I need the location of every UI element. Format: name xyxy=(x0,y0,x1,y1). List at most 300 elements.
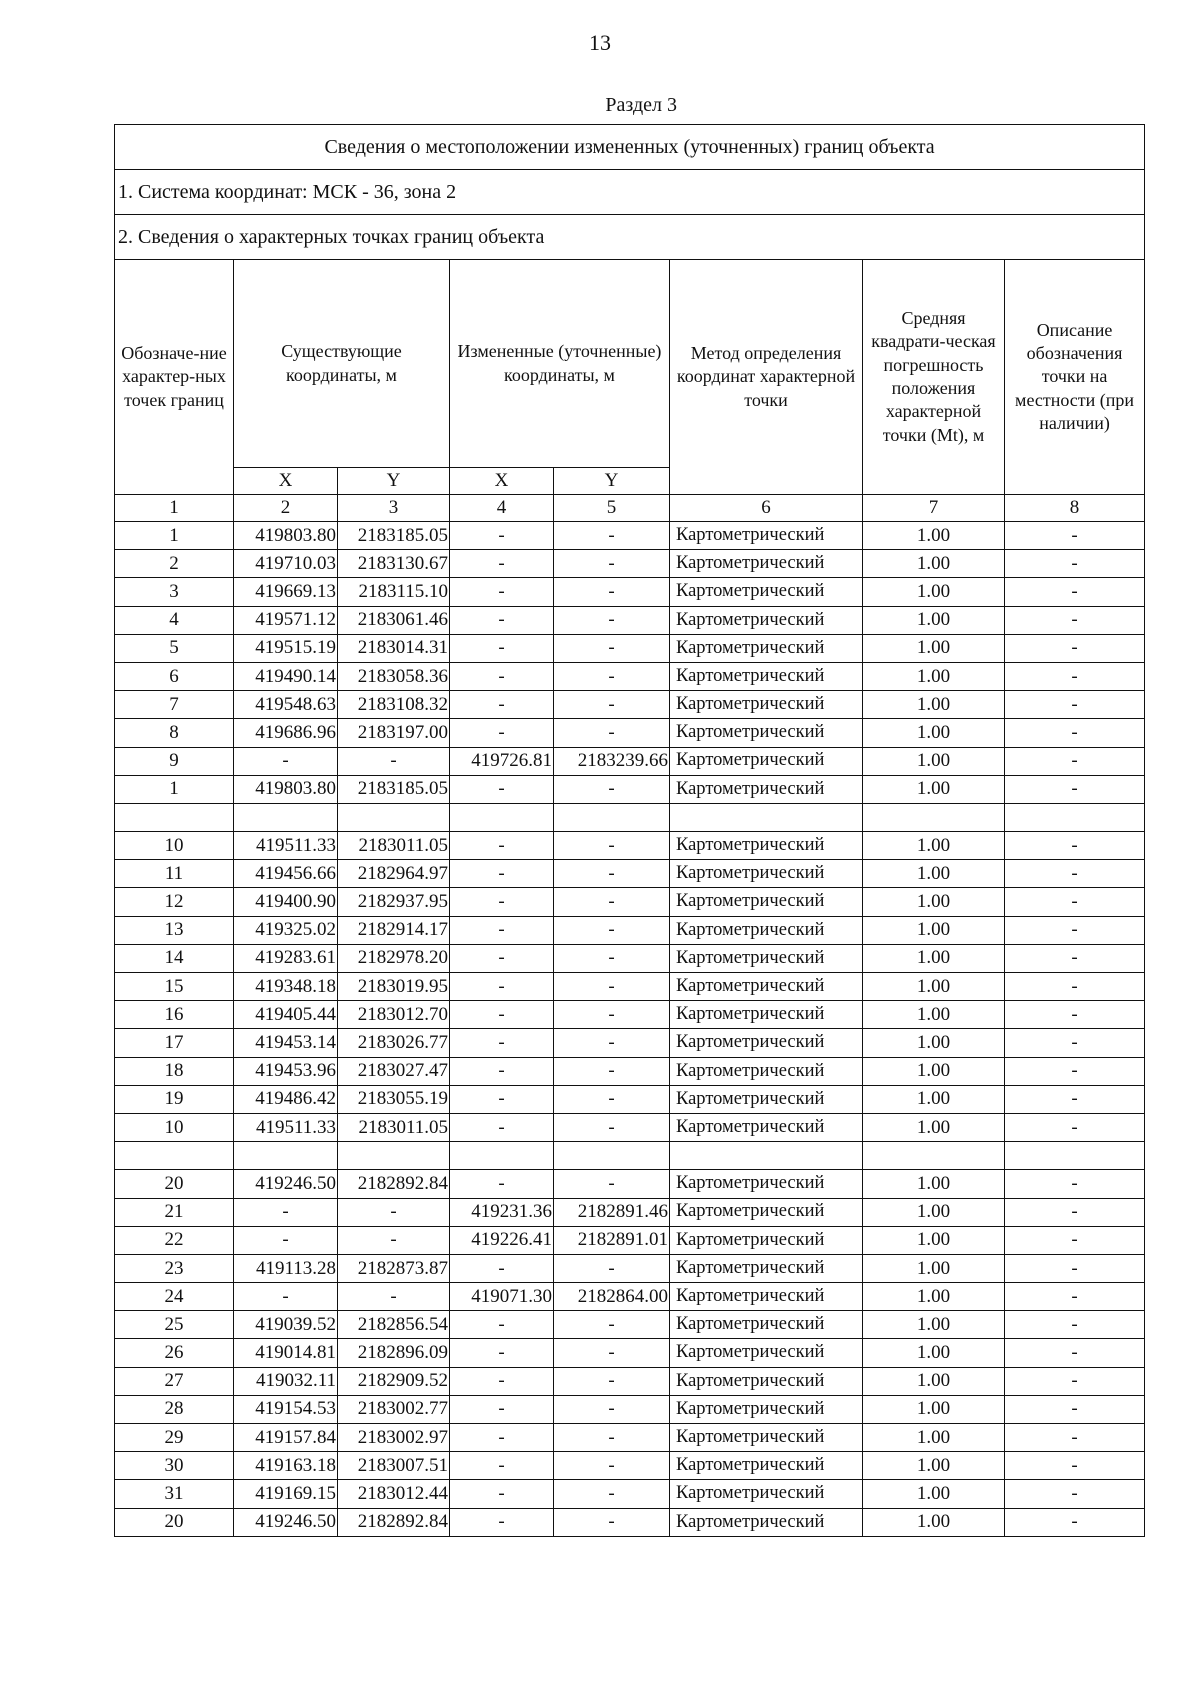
rmse-cell: 1.00 xyxy=(863,634,1005,662)
rmse-cell: 1.00 xyxy=(863,775,1005,803)
method-cell: Картометрический xyxy=(670,1198,863,1226)
point-id-cell: 10 xyxy=(115,1113,234,1141)
description-cell: - xyxy=(1005,1452,1145,1480)
changed-x-cell: - xyxy=(450,634,554,662)
existing-y-cell: 2183026.77 xyxy=(338,1029,450,1057)
changed-y-cell: - xyxy=(554,860,670,888)
point-id-cell: 20 xyxy=(115,1170,234,1198)
point-id-cell: 23 xyxy=(115,1254,234,1282)
changed-y-cell: 2183239.66 xyxy=(554,747,670,775)
method-cell: Картометрический xyxy=(670,747,863,775)
description-cell: - xyxy=(1005,634,1145,662)
description-cell: - xyxy=(1005,1170,1145,1198)
points-heading: 2. Сведения о характерных точках границ объекта xyxy=(115,215,1145,260)
description-cell xyxy=(1005,1142,1145,1170)
changed-y-cell: - xyxy=(554,916,670,944)
changed-x-cell: - xyxy=(450,1254,554,1282)
point-id-cell: 2 xyxy=(115,550,234,578)
table-row xyxy=(115,578,1145,606)
header-designation: Обозначе-ние характер-ных точек границ xyxy=(115,260,234,495)
changed-x-cell: - xyxy=(450,1085,554,1113)
table-row xyxy=(115,606,1145,634)
point-id-cell: 18 xyxy=(115,1057,234,1085)
section-label: Раздел 3 xyxy=(605,94,677,116)
table-row xyxy=(115,1198,1145,1226)
existing-x-cell: 419571.12 xyxy=(234,606,338,634)
existing-x-cell: 419490.14 xyxy=(234,662,338,690)
point-id-cell: 13 xyxy=(115,916,234,944)
changed-x-cell: - xyxy=(450,1395,554,1423)
description-cell: - xyxy=(1005,1424,1145,1452)
existing-x-cell: 419163.18 xyxy=(234,1452,338,1480)
existing-x-cell: 419803.80 xyxy=(234,775,338,803)
description-cell: - xyxy=(1005,719,1145,747)
existing-x-cell: 419400.90 xyxy=(234,888,338,916)
rmse-cell: 1.00 xyxy=(863,1226,1005,1254)
rmse-cell: 1.00 xyxy=(863,747,1005,775)
rmse-cell: 1.00 xyxy=(863,1198,1005,1226)
description-cell: - xyxy=(1005,1367,1145,1395)
point-id-cell: 22 xyxy=(115,1226,234,1254)
table-row xyxy=(115,1311,1145,1339)
existing-y-cell: - xyxy=(338,1283,450,1311)
changed-x-cell: - xyxy=(450,1367,554,1395)
existing-y-cell: 2183185.05 xyxy=(338,775,450,803)
changed-y-cell: 2182891.01 xyxy=(554,1226,670,1254)
point-id-cell: 1 xyxy=(115,775,234,803)
rmse-cell: 1.00 xyxy=(863,973,1005,1001)
table-row xyxy=(115,1085,1145,1113)
rmse-cell: 1.00 xyxy=(863,578,1005,606)
existing-x-cell: 419669.13 xyxy=(234,578,338,606)
rmse-cell: 1.00 xyxy=(863,1170,1005,1198)
changed-x-cell: - xyxy=(450,1170,554,1198)
description-cell: - xyxy=(1005,1001,1145,1029)
column-numbers-row xyxy=(115,495,1145,522)
existing-y-cell: 2183130.67 xyxy=(338,550,450,578)
point-id-cell: 6 xyxy=(115,662,234,690)
method-cell: Картометрический xyxy=(670,944,863,972)
existing-x-cell: 419246.50 xyxy=(234,1170,338,1198)
rmse-cell: 1.00 xyxy=(863,606,1005,634)
changed-y-cell: - xyxy=(554,719,670,747)
point-id-cell xyxy=(115,1142,234,1170)
changed-x-cell: - xyxy=(450,691,554,719)
header-rmse: Средняя квадрати-ческая погрешность положения характерной точки (Mt), м xyxy=(863,260,1005,495)
table-row xyxy=(115,691,1145,719)
existing-y-cell: 2183108.32 xyxy=(338,691,450,719)
existing-y-cell: 2183012.44 xyxy=(338,1480,450,1508)
rmse-cell: 1.00 xyxy=(863,1113,1005,1141)
table-row xyxy=(115,775,1145,803)
table-title: Сведения о местоположении измененных (уточненных) границ объекта xyxy=(115,125,1145,170)
existing-x-cell: 419325.02 xyxy=(234,916,338,944)
point-id-cell: 15 xyxy=(115,973,234,1001)
method-cell: Картометрический xyxy=(670,1508,863,1536)
existing-x-cell: 419039.52 xyxy=(234,1311,338,1339)
description-cell: - xyxy=(1005,747,1145,775)
description-cell: - xyxy=(1005,1395,1145,1423)
table-row xyxy=(115,1395,1145,1423)
description-cell: - xyxy=(1005,775,1145,803)
existing-y-cell: 2183012.70 xyxy=(338,1001,450,1029)
changed-x-cell: - xyxy=(450,606,554,634)
method-cell: Картометрический xyxy=(670,1001,863,1029)
description-cell: - xyxy=(1005,1339,1145,1367)
changed-x-cell: - xyxy=(450,1508,554,1536)
table-row xyxy=(115,1424,1145,1452)
rmse-cell: 1.00 xyxy=(863,522,1005,550)
existing-y-cell: 2182914.17 xyxy=(338,916,450,944)
existing-x-cell: 419456.66 xyxy=(234,860,338,888)
changed-x-cell: - xyxy=(450,1480,554,1508)
changed-y-cell: - xyxy=(554,888,670,916)
header-description: Описание обозначения точки на местности (при наличии) xyxy=(1005,260,1145,495)
changed-y-cell: - xyxy=(554,1395,670,1423)
method-cell xyxy=(670,1142,863,1170)
table-row xyxy=(115,719,1145,747)
existing-x-cell xyxy=(234,1142,338,1170)
existing-x-cell: 419246.50 xyxy=(234,1508,338,1536)
changed-y-cell xyxy=(554,803,670,831)
method-cell: Картометрический xyxy=(670,691,863,719)
existing-x-cell: 419515.19 xyxy=(234,634,338,662)
rmse-cell: 1.00 xyxy=(863,888,1005,916)
description-cell: - xyxy=(1005,973,1145,1001)
changed-x-cell: - xyxy=(450,1001,554,1029)
description-cell: - xyxy=(1005,606,1145,634)
rmse-cell xyxy=(863,1142,1005,1170)
existing-x-cell: 419486.42 xyxy=(234,1085,338,1113)
table-row xyxy=(115,1339,1145,1367)
existing-y-cell: 2183002.97 xyxy=(338,1424,450,1452)
method-cell: Картометрический xyxy=(670,1424,863,1452)
rmse-cell: 1.00 xyxy=(863,1085,1005,1113)
description-cell: - xyxy=(1005,578,1145,606)
description-cell: - xyxy=(1005,1113,1145,1141)
existing-x-cell xyxy=(234,803,338,831)
existing-x-cell: 419405.44 xyxy=(234,1001,338,1029)
table-row xyxy=(115,1480,1145,1508)
rmse-cell: 1.00 xyxy=(863,1395,1005,1423)
existing-y-cell: 2182856.54 xyxy=(338,1311,450,1339)
changed-x-cell: - xyxy=(450,1057,554,1085)
rmse-cell: 1.00 xyxy=(863,944,1005,972)
table-row xyxy=(115,888,1145,916)
column-number: 5 xyxy=(554,495,670,522)
changed-x-cell: - xyxy=(450,775,554,803)
table-row xyxy=(115,1254,1145,1282)
table-row xyxy=(115,634,1145,662)
changed-y-cell: - xyxy=(554,944,670,972)
changed-x-cell xyxy=(450,1142,554,1170)
table-row xyxy=(115,1226,1145,1254)
table-row xyxy=(115,1113,1145,1141)
header-changed-coords: Измененные (уточненные) координаты, м xyxy=(450,260,670,468)
existing-x-cell: - xyxy=(234,1226,338,1254)
existing-x-cell: - xyxy=(234,1283,338,1311)
method-cell: Картометрический xyxy=(670,1311,863,1339)
rmse-cell: 1.00 xyxy=(863,1480,1005,1508)
existing-y-cell: 2182892.84 xyxy=(338,1170,450,1198)
existing-y-cell: 2183185.05 xyxy=(338,522,450,550)
changed-x-cell: - xyxy=(450,1452,554,1480)
changed-x-cell: - xyxy=(450,860,554,888)
table-row xyxy=(115,522,1145,550)
changed-y-cell: - xyxy=(554,1480,670,1508)
existing-y-cell: 2183011.05 xyxy=(338,1113,450,1141)
point-id-cell: 28 xyxy=(115,1395,234,1423)
changed-x-cell: - xyxy=(450,662,554,690)
column-number: 7 xyxy=(863,495,1005,522)
changed-y-cell: - xyxy=(554,1254,670,1282)
existing-y-cell: 2183011.05 xyxy=(338,832,450,860)
rmse-cell: 1.00 xyxy=(863,1424,1005,1452)
point-id-cell: 7 xyxy=(115,691,234,719)
description-cell: - xyxy=(1005,1254,1145,1282)
column-number: 4 xyxy=(450,495,554,522)
description-cell: - xyxy=(1005,1283,1145,1311)
description-cell: - xyxy=(1005,944,1145,972)
description-cell: - xyxy=(1005,1226,1145,1254)
changed-x-cell: - xyxy=(450,1339,554,1367)
changed-x-cell: - xyxy=(450,973,554,1001)
existing-x-cell: 419453.14 xyxy=(234,1029,338,1057)
rmse-cell: 1.00 xyxy=(863,1339,1005,1367)
method-cell: Картометрический xyxy=(670,522,863,550)
table-row xyxy=(115,944,1145,972)
description-cell: - xyxy=(1005,691,1145,719)
point-id-cell: 24 xyxy=(115,1283,234,1311)
header-existing-coords: Существующие координаты, м xyxy=(234,260,450,468)
rmse-cell: 1.00 xyxy=(863,719,1005,747)
changed-x-cell: - xyxy=(450,1424,554,1452)
existing-y-cell: 2183197.00 xyxy=(338,719,450,747)
method-cell: Картометрический xyxy=(670,1395,863,1423)
rmse-cell: 1.00 xyxy=(863,1508,1005,1536)
description-cell: - xyxy=(1005,860,1145,888)
existing-x-cell: 419548.63 xyxy=(234,691,338,719)
header-changed-x: X xyxy=(450,468,554,495)
existing-x-cell: 419014.81 xyxy=(234,1339,338,1367)
table-row xyxy=(115,803,1145,831)
table-row xyxy=(115,1142,1145,1170)
changed-y-cell: - xyxy=(554,973,670,1001)
description-cell: - xyxy=(1005,522,1145,550)
existing-x-cell: 419511.33 xyxy=(234,832,338,860)
changed-y-cell: - xyxy=(554,634,670,662)
boundary-points-table xyxy=(114,124,1145,1537)
rmse-cell: 1.00 xyxy=(863,860,1005,888)
point-id-cell: 19 xyxy=(115,1085,234,1113)
page-number: 13 xyxy=(589,30,611,55)
existing-x-cell: 419169.15 xyxy=(234,1480,338,1508)
point-id-cell: 1 xyxy=(115,522,234,550)
changed-y-cell: - xyxy=(554,662,670,690)
existing-y-cell: 2183019.95 xyxy=(338,973,450,1001)
method-cell: Картометрический xyxy=(670,973,863,1001)
changed-x-cell: - xyxy=(450,1113,554,1141)
changed-x-cell: - xyxy=(450,578,554,606)
existing-x-cell: 419157.84 xyxy=(234,1424,338,1452)
point-id-cell: 4 xyxy=(115,606,234,634)
changed-y-cell: - xyxy=(554,1339,670,1367)
existing-y-cell: 2183115.10 xyxy=(338,578,450,606)
table-row xyxy=(115,860,1145,888)
description-cell: - xyxy=(1005,832,1145,860)
table-row xyxy=(115,662,1145,690)
existing-y-cell: 2183002.77 xyxy=(338,1395,450,1423)
changed-y-cell: - xyxy=(554,1113,670,1141)
existing-y-cell: 2183058.36 xyxy=(338,662,450,690)
changed-x-cell: 419231.36 xyxy=(450,1198,554,1226)
point-id-cell: 21 xyxy=(115,1198,234,1226)
method-cell: Картометрический xyxy=(670,1480,863,1508)
changed-x-cell: - xyxy=(450,888,554,916)
rmse-cell: 1.00 xyxy=(863,550,1005,578)
table-row xyxy=(115,1508,1145,1536)
method-cell: Картометрический xyxy=(670,719,863,747)
description-cell: - xyxy=(1005,888,1145,916)
method-cell: Картометрический xyxy=(670,832,863,860)
method-cell: Картометрический xyxy=(670,1057,863,1085)
changed-x-cell: - xyxy=(450,832,554,860)
header-existing-y: Y xyxy=(338,468,450,495)
rmse-cell: 1.00 xyxy=(863,916,1005,944)
changed-y-cell: - xyxy=(554,606,670,634)
rmse-cell xyxy=(863,803,1005,831)
table-row xyxy=(115,973,1145,1001)
description-cell: - xyxy=(1005,1198,1145,1226)
coordinate-system: 1. Система координат: МСК - 36, зона 2 xyxy=(115,170,1145,215)
point-id-cell: 26 xyxy=(115,1339,234,1367)
rmse-cell: 1.00 xyxy=(863,691,1005,719)
changed-y-cell: - xyxy=(554,1452,670,1480)
method-cell: Картометрический xyxy=(670,916,863,944)
header-method: Метод определения координат характерной точки xyxy=(670,260,863,495)
column-number: 1 xyxy=(115,495,234,522)
changed-y-cell: - xyxy=(554,522,670,550)
point-id-cell: 5 xyxy=(115,634,234,662)
existing-x-cell: 419803.80 xyxy=(234,522,338,550)
method-cell: Картометрический xyxy=(670,1170,863,1198)
header-existing-x: X xyxy=(234,468,338,495)
method-cell: Картометрический xyxy=(670,888,863,916)
table-row xyxy=(115,1452,1145,1480)
point-id-cell: 10 xyxy=(115,832,234,860)
existing-x-cell: 419154.53 xyxy=(234,1395,338,1423)
header-changed-y: Y xyxy=(554,468,670,495)
rmse-cell: 1.00 xyxy=(863,1367,1005,1395)
changed-y-cell: - xyxy=(554,832,670,860)
method-cell: Картометрический xyxy=(670,1029,863,1057)
existing-y-cell: - xyxy=(338,1226,450,1254)
point-id-cell: 25 xyxy=(115,1311,234,1339)
existing-x-cell: 419511.33 xyxy=(234,1113,338,1141)
changed-x-cell: - xyxy=(450,522,554,550)
changed-y-cell: - xyxy=(554,1085,670,1113)
description-cell: - xyxy=(1005,662,1145,690)
existing-y-cell: 2182873.87 xyxy=(338,1254,450,1282)
changed-y-cell: - xyxy=(554,775,670,803)
method-cell: Картометрический xyxy=(670,1085,863,1113)
existing-x-cell: 419686.96 xyxy=(234,719,338,747)
method-cell: Картометрический xyxy=(670,606,863,634)
point-id-cell: 12 xyxy=(115,888,234,916)
existing-y-cell: 2182892.84 xyxy=(338,1508,450,1536)
changed-y-cell: 2182891.46 xyxy=(554,1198,670,1226)
changed-x-cell: - xyxy=(450,719,554,747)
existing-x-cell: 419348.18 xyxy=(234,973,338,1001)
method-cell: Картометрический xyxy=(670,662,863,690)
existing-y-cell xyxy=(338,803,450,831)
method-cell: Картометрический xyxy=(670,775,863,803)
table-row xyxy=(115,747,1145,775)
existing-y-cell: 2182896.09 xyxy=(338,1339,450,1367)
method-cell: Картометрический xyxy=(670,550,863,578)
method-cell: Картометрический xyxy=(670,1254,863,1282)
description-cell: - xyxy=(1005,916,1145,944)
changed-y-cell: - xyxy=(554,1170,670,1198)
changed-y-cell: - xyxy=(554,691,670,719)
table-row xyxy=(115,1057,1145,1085)
description-cell xyxy=(1005,803,1145,831)
point-id-cell: 31 xyxy=(115,1480,234,1508)
description-cell: - xyxy=(1005,1085,1145,1113)
existing-y-cell: 2183014.31 xyxy=(338,634,450,662)
column-number: 6 xyxy=(670,495,863,522)
changed-y-cell: - xyxy=(554,578,670,606)
table-row xyxy=(115,1283,1145,1311)
point-id-cell: 29 xyxy=(115,1424,234,1452)
column-number: 3 xyxy=(338,495,450,522)
existing-y-cell: 2182909.52 xyxy=(338,1367,450,1395)
table-row xyxy=(115,1001,1145,1029)
existing-y-cell: 2183027.47 xyxy=(338,1057,450,1085)
changed-x-cell: - xyxy=(450,550,554,578)
method-cell: Картометрический xyxy=(670,578,863,606)
rmse-cell: 1.00 xyxy=(863,832,1005,860)
existing-y-cell xyxy=(338,1142,450,1170)
method-cell: Картометрический xyxy=(670,860,863,888)
point-id-cell: 16 xyxy=(115,1001,234,1029)
rmse-cell: 1.00 xyxy=(863,1311,1005,1339)
existing-y-cell: 2182937.95 xyxy=(338,888,450,916)
table-row xyxy=(115,1029,1145,1057)
rmse-cell: 1.00 xyxy=(863,1452,1005,1480)
changed-x-cell: - xyxy=(450,1029,554,1057)
changed-y-cell: 2182864.00 xyxy=(554,1283,670,1311)
changed-y-cell xyxy=(554,1142,670,1170)
existing-y-cell: 2183007.51 xyxy=(338,1452,450,1480)
point-id-cell: 14 xyxy=(115,944,234,972)
description-cell: - xyxy=(1005,550,1145,578)
changed-x-cell: - xyxy=(450,916,554,944)
rmse-cell: 1.00 xyxy=(863,1254,1005,1282)
existing-x-cell: - xyxy=(234,747,338,775)
changed-x-cell: 419726.81 xyxy=(450,747,554,775)
point-id-cell xyxy=(115,803,234,831)
method-cell: Картометрический xyxy=(670,1339,863,1367)
description-cell: - xyxy=(1005,1029,1145,1057)
point-id-cell: 17 xyxy=(115,1029,234,1057)
rmse-cell: 1.00 xyxy=(863,1001,1005,1029)
existing-x-cell: - xyxy=(234,1198,338,1226)
changed-y-cell: - xyxy=(554,1367,670,1395)
description-cell: - xyxy=(1005,1057,1145,1085)
description-cell: - xyxy=(1005,1311,1145,1339)
method-cell: Картометрический xyxy=(670,1283,863,1311)
